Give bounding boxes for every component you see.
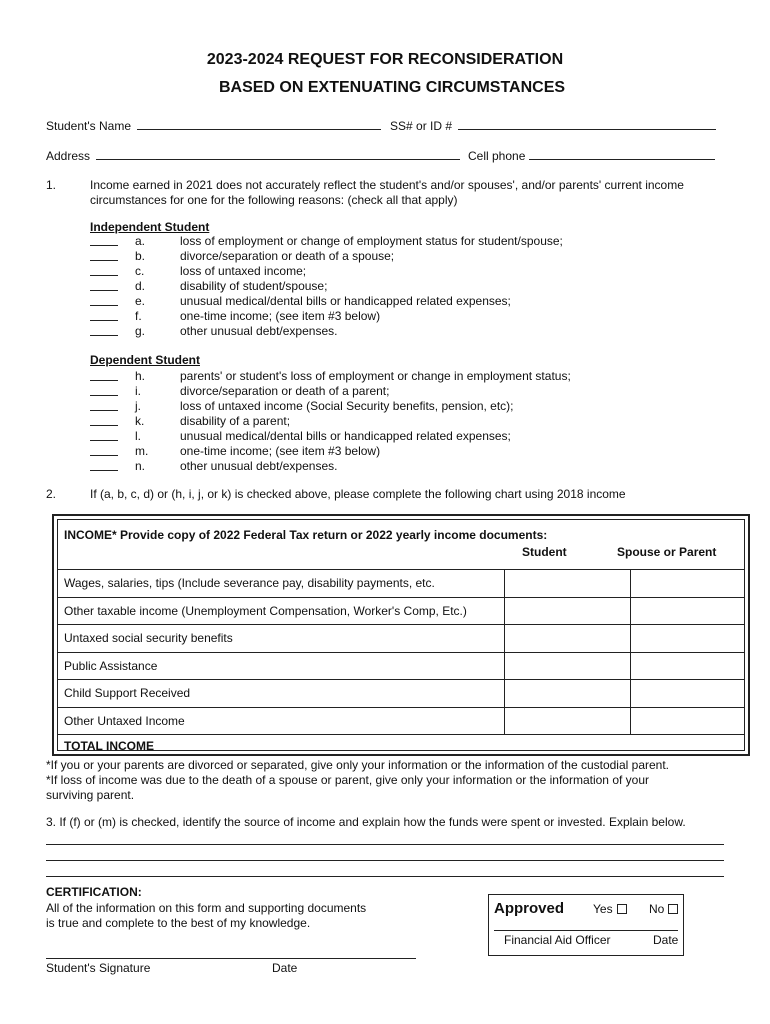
income-row-label: Untaxed social security benefits xyxy=(64,631,233,645)
total-income-label: TOTAL INCOME xyxy=(64,739,154,753)
spouse-parent-amount-cell[interactable] xyxy=(630,708,744,736)
check-blank[interactable] xyxy=(90,369,118,381)
income-row-label: Other taxable income (Unemployment Compensation, Worker's Comp, Etc.) xyxy=(64,603,467,618)
student-amount-cell[interactable] xyxy=(504,708,631,736)
student-amount-cell[interactable] xyxy=(504,570,631,598)
spouse-parent-amount-cell[interactable] xyxy=(630,625,744,653)
explain-line-2[interactable] xyxy=(46,860,724,861)
address-field[interactable] xyxy=(46,148,460,164)
cell-phone-line[interactable] xyxy=(529,148,715,160)
form-year: 2023-2024 xyxy=(206,51,284,68)
check-blank[interactable] xyxy=(90,309,118,321)
form-title-line1 xyxy=(0,48,770,72)
check-blank[interactable] xyxy=(90,294,118,306)
check-blank[interactable] xyxy=(90,234,118,246)
form-title-text: REQUEST FOR RECONSIDERATION xyxy=(287,51,564,68)
student-amount-cell[interactable] xyxy=(504,625,631,653)
table-row xyxy=(58,597,744,626)
item-description: disability of student/spouse; xyxy=(180,279,328,293)
item-description: unusual medical/dental bills or handicapped related expenses; xyxy=(180,429,511,443)
student-amount-cell[interactable] xyxy=(504,653,631,681)
item-letter: f. xyxy=(135,309,142,323)
check-blank[interactable] xyxy=(90,324,118,336)
check-blank[interactable] xyxy=(90,399,118,411)
col-student: Student xyxy=(522,545,567,559)
table-row xyxy=(58,707,744,736)
item-description: one-time income; (see item #3 below) xyxy=(180,309,381,323)
spouse-parent-amount-cell[interactable] xyxy=(630,570,744,598)
section2-number: 2. xyxy=(46,487,57,501)
signature-line[interactable] xyxy=(46,958,416,959)
item-description: parents' or student's loss of employment or change in employment status; xyxy=(180,369,571,383)
income-row-label: Wages, salaries, tips (Include severance pay, disability payments, etc. xyxy=(64,576,435,590)
ssid-label: SS# or ID # xyxy=(390,119,453,133)
student-name-label: Student's Name xyxy=(46,119,132,133)
section1-number: 1. xyxy=(46,178,57,192)
item-description: other unusual debt/expenses. xyxy=(180,459,338,473)
approved-yes[interactable] xyxy=(593,902,627,917)
item-letter: j. xyxy=(135,399,141,413)
check-blank[interactable] xyxy=(90,459,118,471)
item-letter: k. xyxy=(135,414,145,428)
approved-label: Approved xyxy=(494,900,565,917)
dependent-heading: Dependent Student xyxy=(90,353,200,367)
check-blank[interactable] xyxy=(90,279,118,291)
certification-line1: All of the information on this form and supporting documents xyxy=(46,901,367,915)
officer-date-label: Date xyxy=(653,933,679,947)
signature-label: Student's Signature xyxy=(46,961,151,975)
item-letter: n. xyxy=(135,459,146,473)
address-label: Address xyxy=(46,149,91,163)
item-description: unusual medical/dental bills or handicapped related expenses; xyxy=(180,294,511,308)
spouse-parent-amount-cell[interactable] xyxy=(630,598,744,626)
check-blank[interactable] xyxy=(90,264,118,276)
officer-line[interactable] xyxy=(494,930,678,931)
item-letter: c. xyxy=(135,264,145,278)
explain-line-1[interactable] xyxy=(46,844,724,845)
item-letter: d. xyxy=(135,279,146,293)
ssid-line[interactable] xyxy=(458,118,716,130)
item-description: other unusual debt/expenses. xyxy=(180,324,338,338)
certification-line2: is true and complete to the best of my knowledge. xyxy=(46,916,311,930)
income-row-label: Other Untaxed Income xyxy=(64,713,185,728)
spouse-parent-amount-cell[interactable] xyxy=(630,653,744,681)
check-blank[interactable] xyxy=(90,249,118,261)
item-letter: a. xyxy=(135,234,146,248)
student-name-line[interactable] xyxy=(137,118,381,130)
table-row xyxy=(58,624,744,653)
income-table xyxy=(52,514,750,756)
explain-line-3[interactable] xyxy=(46,876,724,877)
item-description: loss of employment or change of employment status for student/spouse; xyxy=(180,234,563,248)
note-divorced: *If you or your parents are divorced or separated, give only your information or the information of the custodial parent. xyxy=(46,758,670,772)
item-letter: i. xyxy=(135,384,141,398)
item-description: divorce/separation or death of a spouse; xyxy=(180,249,395,263)
item-letter: g. xyxy=(135,324,146,338)
approved-no-label: No xyxy=(649,902,665,916)
approved-no[interactable] xyxy=(649,902,678,917)
certification-heading: CERTIFICATION: xyxy=(46,885,142,899)
check-blank[interactable] xyxy=(90,444,118,456)
officer-label: Financial Aid Officer xyxy=(504,933,611,947)
item-description: loss of untaxed income; xyxy=(180,264,307,278)
signature-date-label: Date xyxy=(272,961,298,975)
item-letter: e. xyxy=(135,294,146,308)
income-row-label: Child Support Received xyxy=(64,686,191,700)
section3-text: 3. If (f) or (m) is checked, identify the source of income and explain how the funds were spent or invested. Explain below. xyxy=(46,815,686,829)
address-line[interactable] xyxy=(96,148,460,160)
check-blank[interactable] xyxy=(90,414,118,426)
item-letter: l. xyxy=(135,429,141,443)
table-row xyxy=(58,569,744,598)
approval-box xyxy=(488,894,684,956)
student-name-field[interactable] xyxy=(46,118,381,134)
total-income-row xyxy=(58,734,744,755)
cell-phone-label: Cell phone xyxy=(468,149,526,163)
cell-phone-field[interactable] xyxy=(468,148,715,164)
col-spouse-parent: Spouse or Parent xyxy=(617,545,717,559)
item-description: divorce/separation or death of a parent; xyxy=(180,384,390,398)
form-title-line2: BASED ON EXTENUATING CIRCUMSTANCES xyxy=(218,79,566,96)
table-row xyxy=(58,679,744,708)
student-amount-cell[interactable] xyxy=(504,680,631,708)
approved-yes-label: Yes xyxy=(593,902,613,916)
income-table-inner xyxy=(57,519,745,751)
item-letter: h. xyxy=(135,369,146,383)
check-blank[interactable] xyxy=(90,384,118,396)
item-description: disability of a parent; xyxy=(180,414,291,428)
section1-text-line1: Income earned in 2021 does not accurately reflect the student's and/or spouses', and/or parents' current income xyxy=(90,178,684,192)
section2-text: If (a, b, c, d) or (h, i, j, or k) is checked above, please complete the following chart using 2018 income xyxy=(90,487,626,501)
no-checkbox[interactable] xyxy=(668,904,678,914)
ssid-field[interactable] xyxy=(390,118,716,134)
table-row xyxy=(58,652,744,681)
independent-heading: Independent Student xyxy=(90,220,210,234)
section1-text-line2: circumstances for one for the following reasons: (check all that apply) xyxy=(90,193,458,207)
item-description: loss of untaxed income (Social Security benefits, pension, etc); xyxy=(180,399,514,413)
spouse-parent-amount-cell[interactable] xyxy=(630,680,744,708)
yes-checkbox[interactable] xyxy=(617,904,627,914)
note-death-line1: *If loss of income was due to the death of a spouse or parent, give only your information or the information of your xyxy=(46,773,649,787)
student-amount-cell[interactable] xyxy=(504,598,631,626)
income-table-heading: INCOME* Provide copy of 2022 Federal Tax return or 2022 yearly income documents: xyxy=(64,528,548,542)
item-letter: m. xyxy=(135,444,149,458)
income-row-label: Public Assistance xyxy=(64,658,158,673)
check-blank[interactable] xyxy=(90,429,118,441)
item-letter: b. xyxy=(135,249,146,263)
item-description: one-time income; (see item #3 below) xyxy=(180,444,381,458)
note-death-line2: surviving parent. xyxy=(46,788,135,802)
